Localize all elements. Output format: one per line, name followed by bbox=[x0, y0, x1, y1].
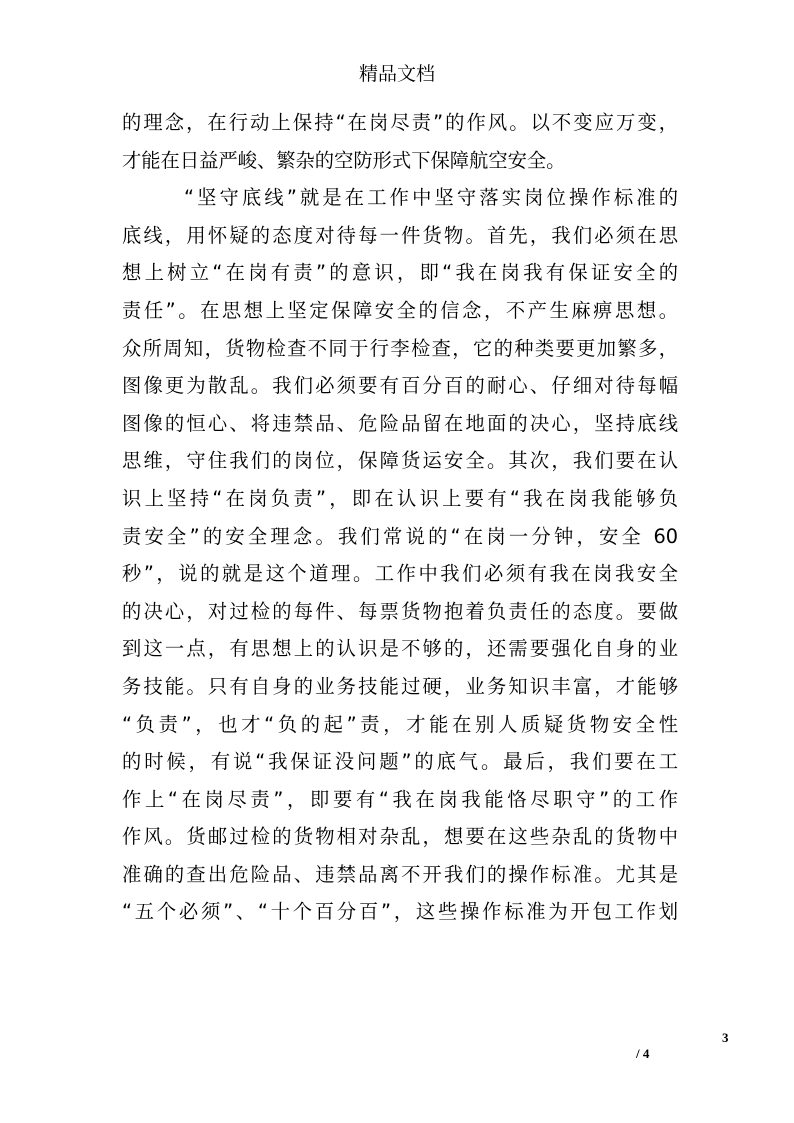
page-header-title: 精品文档 bbox=[358, 63, 435, 85]
text-line: 图像的恒心、将违禁品、危险品留在地面的决心，坚持底线 bbox=[122, 411, 678, 435]
text-line: 图像更为散乱。我们必须要有百分百的耐心、仔细对待每幅 bbox=[122, 374, 678, 398]
text-line: 想上树立“在岗有责”的意识，即“我在岗我有保证安全的 bbox=[122, 261, 678, 285]
text-line: 准确的查出危险品、违禁品离不开我们的操作标准。尤其是 bbox=[122, 862, 678, 886]
text-line: “五个必须”、“十个百分百”，这些操作标准为开包工作划 bbox=[122, 900, 678, 924]
text-line: 务技能。只有自身的业务技能过硬，业务知识丰富，才能够 bbox=[122, 674, 678, 698]
text-line: 众所周知，货物检查不同于行李检查，它的种类要更加繁多， bbox=[122, 336, 678, 360]
text-line: 作上“在岗尽责”，即要有“我在岗我能恪尽职守”的工作 bbox=[122, 787, 678, 811]
text-line: 的决心，对过检的每件、每票货物抱着负责任的态度。要做 bbox=[122, 599, 678, 623]
text-line: 到这一点，有思想上的认识是不够的，还需要强化自身的业 bbox=[122, 637, 678, 661]
text-line: “坚守底线”就是在工作中坚守落实岗位操作标准的 bbox=[184, 186, 678, 210]
text-line: 的理念，在行动上保持“在岗尽责”的作风。以不变应万变， bbox=[122, 111, 678, 134]
text-line: “负责”，也才“负的起”责，才能在别人质疑货物安全性 bbox=[122, 712, 678, 736]
text-line: 责安全”的安全理念。我们常说的“在岗一分钟，安全 60 bbox=[122, 524, 678, 548]
text-line: 识上坚持“在岗负责”，即在认识上要有“我在岗我能够负 bbox=[122, 486, 678, 510]
text-line: 秒”，说的就是这个道理。工作中我们必须有我在岗我安全 bbox=[122, 562, 678, 586]
text-line: 的时候，有说“我保证没问题”的底气。最后，我们要在工 bbox=[122, 750, 678, 774]
text-line: 作风。货邮过检的货物相对杂乱，想要在这些杂乱的货物中 bbox=[122, 825, 678, 849]
text-line: 才能在日益严峻、繁杂的空防形式下保障航空安全。 bbox=[122, 148, 566, 172]
text-line: 思维，守住我们的岗位，保障货运安全。其次，我们要在认 bbox=[122, 449, 678, 473]
page-total: / 4 bbox=[636, 1046, 650, 1061]
text-line: 责任”。在思想上坚定保障安全的信念，不产生麻痹思想。 bbox=[122, 298, 678, 322]
page-number: 3 bbox=[722, 1030, 729, 1045]
text-line: 底线，用怀疑的态度对待每一件货物。首先，我们必须在思 bbox=[122, 223, 678, 247]
document-body bbox=[122, 104, 678, 931]
